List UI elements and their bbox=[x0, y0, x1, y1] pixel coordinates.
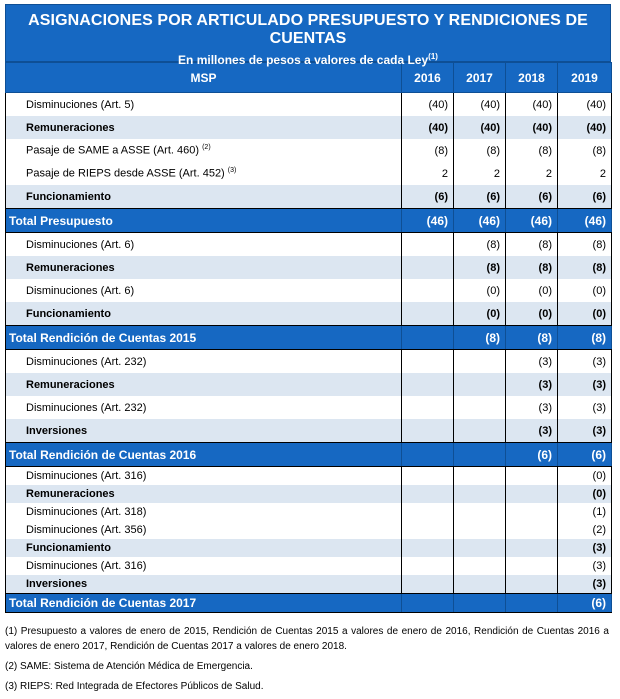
row-label bbox=[6, 209, 402, 233]
value-cell-2018: (8) bbox=[506, 139, 558, 162]
value-cell-2018: (8) bbox=[506, 233, 558, 257]
row-label bbox=[6, 139, 402, 162]
value-cell-2019: (3) bbox=[558, 419, 612, 443]
value-cell-2017 bbox=[454, 503, 506, 521]
value-cell-2018: (3) bbox=[506, 373, 558, 396]
value-cell-2016 bbox=[402, 594, 454, 613]
row-label bbox=[6, 443, 402, 467]
value-cell-2017: 2 bbox=[454, 162, 506, 185]
row-label-text: Total Presupuesto bbox=[9, 213, 113, 228]
header-year-2017: 2017 bbox=[454, 63, 506, 93]
value-cell-2016 bbox=[402, 575, 454, 594]
value-cell-2018: (40) bbox=[506, 93, 558, 117]
value-cell-2019: (0) bbox=[558, 485, 612, 503]
table-row bbox=[6, 162, 612, 185]
value-cell-2018: 2 bbox=[506, 162, 558, 185]
table-row bbox=[6, 233, 612, 257]
row-label-text: Funcionamiento bbox=[26, 307, 111, 320]
header-year-2018: 2018 bbox=[506, 63, 558, 93]
value-cell-2018 bbox=[506, 485, 558, 503]
value-cell-2019: (3) bbox=[558, 350, 612, 374]
row-label bbox=[6, 485, 402, 503]
value-cell-2017: (8) bbox=[454, 256, 506, 279]
row-label-text: Remuneraciones bbox=[26, 488, 115, 500]
value-cell-2017: (40) bbox=[454, 116, 506, 139]
table-row bbox=[6, 279, 612, 302]
row-label bbox=[6, 419, 402, 443]
value-cell-2016: (40) bbox=[402, 93, 454, 117]
value-cell-2018: (8) bbox=[506, 256, 558, 279]
footnote-1: (1) Presupuesto a valores de enero de 2015, Rendición de Cuentas 2015 a valores de enero de 2016, Rendición de Cuentas 2016 a valores de enero 2017, Rendición de Cuentas 2017 a valores de enero 2018. bbox=[5, 626, 609, 652]
table-body bbox=[6, 93, 612, 613]
value-cell-2016 bbox=[402, 539, 454, 557]
row-label-text: Funcionamiento bbox=[26, 542, 111, 554]
table-row bbox=[6, 350, 612, 374]
table-row bbox=[6, 139, 612, 162]
table-row bbox=[6, 539, 612, 557]
value-cell-2018: (8) bbox=[506, 326, 558, 350]
row-label bbox=[6, 396, 402, 419]
value-cell-2019: (3) bbox=[558, 575, 612, 594]
value-cell-2016 bbox=[402, 443, 454, 467]
value-cell-2019: (0) bbox=[558, 302, 612, 326]
value-cell-2017 bbox=[454, 467, 506, 486]
value-cell-2018 bbox=[506, 467, 558, 486]
value-cell-2018 bbox=[506, 521, 558, 539]
value-cell-2018 bbox=[506, 539, 558, 557]
footnote-3: (3) RIEPS: Red Integrada de Efectores Públicos de Salud. bbox=[5, 681, 264, 692]
row-label bbox=[6, 93, 402, 117]
value-cell-2016: (8) bbox=[402, 139, 454, 162]
row-footnote-ref: (2) bbox=[202, 144, 211, 152]
value-cell-2019: (2) bbox=[558, 521, 612, 539]
value-cell-2018 bbox=[506, 594, 558, 613]
value-cell-2016 bbox=[402, 373, 454, 396]
row-label-text: Disminuciones (Art. 6) bbox=[26, 284, 135, 297]
value-cell-2016: (6) bbox=[402, 185, 454, 209]
value-cell-2016: (40) bbox=[402, 116, 454, 139]
value-cell-2019: (6) bbox=[558, 185, 612, 209]
value-cell-2017 bbox=[454, 594, 506, 613]
value-cell-2018: (0) bbox=[506, 302, 558, 326]
row-label-text: Pasaje de SAME a ASSE (Art. 460) bbox=[26, 144, 200, 157]
row-label-text: Disminuciones (Art. 318) bbox=[26, 506, 147, 518]
table-row bbox=[6, 503, 612, 521]
value-cell-2016 bbox=[402, 350, 454, 374]
value-cell-2017: (8) bbox=[454, 139, 506, 162]
value-cell-2016 bbox=[402, 503, 454, 521]
row-label-text: Total Rendición de Cuentas 2016 bbox=[9, 447, 197, 462]
row-label-text: Disminuciones (Art. 232) bbox=[26, 355, 147, 368]
value-cell-2017 bbox=[454, 575, 506, 594]
value-cell-2017: (0) bbox=[454, 302, 506, 326]
row-label bbox=[6, 302, 402, 326]
row-label bbox=[6, 575, 402, 594]
subtitle-text: En millones de pesos a valores de cada Ley bbox=[178, 53, 429, 67]
value-cell-2016 bbox=[402, 521, 454, 539]
value-cell-2016 bbox=[402, 557, 454, 575]
row-footnote-ref: (3) bbox=[227, 167, 237, 175]
value-cell-2019: (8) bbox=[558, 233, 612, 257]
value-cell-2016: (46) bbox=[402, 209, 454, 233]
value-cell-2016 bbox=[402, 419, 454, 443]
row-label bbox=[6, 350, 402, 374]
row-label-text: Funcionamiento bbox=[26, 190, 111, 203]
header-year-2016: 2016 bbox=[402, 63, 454, 93]
row-label-text: Inversiones bbox=[26, 424, 88, 437]
value-cell-2019: (3) bbox=[558, 373, 612, 396]
value-cell-2017 bbox=[454, 485, 506, 503]
value-cell-2019: (46) bbox=[558, 209, 612, 233]
value-cell-2017: (40) bbox=[454, 93, 506, 117]
value-cell-2017: (8) bbox=[454, 233, 506, 257]
row-label-text: Disminuciones (Art. 5) bbox=[26, 98, 135, 111]
value-cell-2019: (6) bbox=[558, 443, 612, 467]
value-cell-2017 bbox=[454, 419, 506, 443]
row-label bbox=[6, 256, 402, 279]
footnotes bbox=[5, 624, 609, 699]
value-cell-2017 bbox=[454, 443, 506, 467]
value-cell-2019: (8) bbox=[558, 326, 612, 350]
value-cell-2018: (0) bbox=[506, 279, 558, 302]
value-cell-2017 bbox=[454, 521, 506, 539]
value-cell-2017: (8) bbox=[454, 326, 506, 350]
table-row bbox=[6, 396, 612, 419]
value-cell-2016 bbox=[402, 233, 454, 257]
table-row bbox=[6, 93, 612, 117]
value-cell-2016 bbox=[402, 467, 454, 486]
row-label-text: Remuneraciones bbox=[26, 261, 115, 274]
value-cell-2019: (0) bbox=[558, 279, 612, 302]
table-row bbox=[6, 373, 612, 396]
value-cell-2018 bbox=[506, 575, 558, 594]
row-label bbox=[6, 557, 402, 575]
value-cell-2018 bbox=[506, 503, 558, 521]
total-row bbox=[6, 326, 612, 350]
row-label bbox=[6, 594, 402, 613]
table-row bbox=[6, 485, 612, 503]
row-label bbox=[6, 162, 402, 185]
total-row bbox=[6, 594, 612, 613]
value-cell-2019: (40) bbox=[558, 116, 612, 139]
value-cell-2018: (3) bbox=[506, 350, 558, 374]
value-cell-2018: (3) bbox=[506, 396, 558, 419]
value-cell-2019: (0) bbox=[558, 467, 612, 486]
value-cell-2019: 2 bbox=[558, 162, 612, 185]
total-row bbox=[6, 443, 612, 467]
table-row bbox=[6, 575, 612, 594]
row-label-text: Disminuciones (Art. 356) bbox=[26, 524, 147, 536]
row-label bbox=[6, 521, 402, 539]
title-banner bbox=[5, 4, 611, 67]
table-row bbox=[6, 185, 612, 209]
table-row bbox=[6, 116, 612, 139]
row-label-text: Remuneraciones bbox=[26, 378, 115, 391]
row-label bbox=[6, 539, 402, 557]
value-cell-2016 bbox=[402, 485, 454, 503]
row-label-text: Remuneraciones bbox=[26, 121, 115, 134]
row-label bbox=[6, 326, 402, 350]
value-cell-2019: (3) bbox=[558, 557, 612, 575]
header-row bbox=[6, 63, 612, 93]
value-cell-2017: (6) bbox=[454, 185, 506, 209]
value-cell-2016 bbox=[402, 256, 454, 279]
value-cell-2018: (46) bbox=[506, 209, 558, 233]
row-label-text: Disminuciones (Art. 316) bbox=[26, 470, 147, 482]
row-label bbox=[6, 373, 402, 396]
row-label bbox=[6, 185, 402, 209]
value-cell-2017 bbox=[454, 396, 506, 419]
value-cell-2018: (3) bbox=[506, 419, 558, 443]
value-cell-2017 bbox=[454, 373, 506, 396]
value-cell-2017: (0) bbox=[454, 279, 506, 302]
value-cell-2018 bbox=[506, 557, 558, 575]
value-cell-2016 bbox=[402, 279, 454, 302]
value-cell-2019: (40) bbox=[558, 93, 612, 117]
row-label bbox=[6, 279, 402, 302]
report-table-container bbox=[5, 4, 611, 613]
footnote-2: (2) SAME: Sistema de Atención Médica de Emergencia. bbox=[5, 661, 253, 672]
value-cell-2019: (1) bbox=[558, 503, 612, 521]
row-label-text: Disminuciones (Art. 316) bbox=[26, 560, 147, 572]
header-msp: MSP bbox=[6, 63, 402, 93]
table-row bbox=[6, 302, 612, 326]
value-cell-2016: 2 bbox=[402, 162, 454, 185]
table-row bbox=[6, 256, 612, 279]
row-label-text: Disminuciones (Art. 232) bbox=[26, 401, 147, 414]
value-cell-2017 bbox=[454, 557, 506, 575]
value-cell-2016 bbox=[402, 302, 454, 326]
value-cell-2018: (6) bbox=[506, 185, 558, 209]
value-cell-2019: (8) bbox=[558, 139, 612, 162]
row-label bbox=[6, 503, 402, 521]
table-title: ASIGNACIONES POR ARTICULADO PRESUPUESTO Y RENDICIONES DE CUENTAS bbox=[28, 12, 588, 47]
row-label-text: Inversiones bbox=[26, 578, 88, 590]
value-cell-2019: (3) bbox=[558, 539, 612, 557]
table-row bbox=[6, 557, 612, 575]
row-label-text: Total Rendición de Cuentas 2017 bbox=[9, 596, 197, 610]
value-cell-2017 bbox=[454, 539, 506, 557]
row-label-text: Total Rendición de Cuentas 2015 bbox=[9, 330, 197, 345]
row-label-text: Disminuciones (Art. 6) bbox=[26, 238, 135, 251]
value-cell-2016 bbox=[402, 396, 454, 419]
value-cell-2017: (46) bbox=[454, 209, 506, 233]
header-year-2019: 2019 bbox=[558, 63, 612, 93]
value-cell-2019: (6) bbox=[558, 594, 612, 613]
row-label-text: Pasaje de RIEPS desde ASSE (Art. 452) bbox=[26, 167, 225, 180]
value-cell-2019: (8) bbox=[558, 256, 612, 279]
value-cell-2017 bbox=[454, 350, 506, 374]
row-label bbox=[6, 467, 402, 486]
table-row bbox=[6, 521, 612, 539]
value-cell-2019: (3) bbox=[558, 396, 612, 419]
allocation-table bbox=[5, 62, 612, 613]
value-cell-2016 bbox=[402, 326, 454, 350]
table-row bbox=[6, 419, 612, 443]
value-cell-2018: (40) bbox=[506, 116, 558, 139]
table-row bbox=[6, 467, 612, 486]
value-cell-2018: (6) bbox=[506, 443, 558, 467]
row-label bbox=[6, 116, 402, 139]
subtitle-footnote-ref: (1) bbox=[428, 52, 438, 61]
row-label bbox=[6, 233, 402, 257]
total-row bbox=[6, 209, 612, 233]
